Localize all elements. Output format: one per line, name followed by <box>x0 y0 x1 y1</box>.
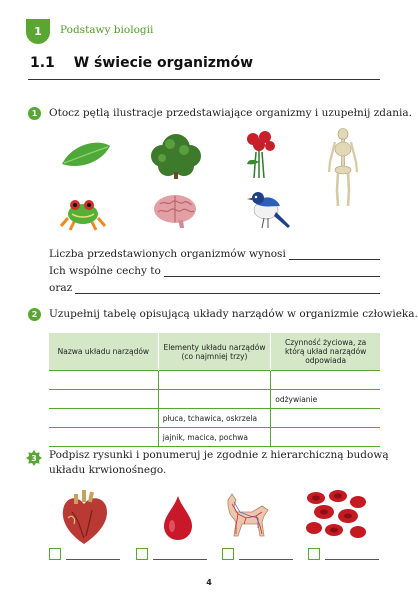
fill-line-and[interactable] <box>49 282 380 294</box>
table-cell[interactable] <box>49 409 158 428</box>
heart-icon <box>58 488 110 546</box>
table-cell[interactable] <box>271 428 380 447</box>
chapter-name: Podstawy biologii <box>60 24 154 36</box>
chapter-number-tab: 1 <box>26 19 50 44</box>
table-cell[interactable] <box>271 409 380 428</box>
blood-cells-icon <box>304 488 368 540</box>
section-title <box>30 55 253 71</box>
bird-icon[interactable] <box>244 186 294 236</box>
task-3-text-line1: Podpisz rysunki i ponumeruj je zgodnie z hierarchiczną budową <box>49 449 389 461</box>
table-cell: odżywianie <box>271 390 380 409</box>
shrub-icon[interactable] <box>148 130 204 180</box>
dog-circulation-icon <box>222 490 270 540</box>
roses-icon[interactable] <box>244 130 278 180</box>
section-number: 1.1 <box>30 55 55 71</box>
table-header: Czynność życiowa, za którą układ narządów odpowiada <box>271 333 380 371</box>
task-3-number: 3 <box>31 453 37 463</box>
table-cell[interactable] <box>49 371 158 390</box>
skeleton-icon[interactable] <box>326 128 360 210</box>
answer-line[interactable] <box>164 266 380 277</box>
task-1-text: Otocz pętlą ilustracje przedstawiające organizmy i uzupełnij zdania. <box>49 107 412 119</box>
label-line-4[interactable] <box>325 559 379 560</box>
table-cell: płuca, tchawica, oskrzela <box>158 409 271 428</box>
table-row <box>49 390 380 409</box>
order-checkbox-3[interactable] <box>222 548 234 560</box>
table-cell[interactable] <box>158 371 271 390</box>
table-row <box>49 371 380 390</box>
task-2-badge: 2 <box>28 308 41 321</box>
table-header: Nazwa układu narządów <box>49 333 158 371</box>
order-checkbox-1[interactable] <box>49 548 61 560</box>
order-checkbox-4[interactable] <box>308 548 320 560</box>
brain-icon[interactable] <box>150 192 200 230</box>
blood-drop-icon <box>160 494 196 542</box>
label-line-3[interactable] <box>239 559 293 560</box>
label-line-2[interactable] <box>153 559 207 560</box>
answer-line[interactable] <box>289 249 380 260</box>
table-header: Elementy układu narządów (co najmniej trzy) <box>158 333 271 371</box>
fill-line-count[interactable] <box>49 248 380 260</box>
frog-icon[interactable] <box>58 192 108 232</box>
leaf-icon[interactable] <box>60 140 112 170</box>
title-divider <box>28 79 380 80</box>
table-cell: jajnik, macica, pochwa <box>158 428 271 447</box>
fill-line-features[interactable] <box>49 265 380 277</box>
section-title-text: W świecie organizmów <box>73 55 254 71</box>
fill-line-label: Liczba przedstawionych organizmów wynosi <box>49 248 286 260</box>
answer-line[interactable] <box>75 283 380 294</box>
task-1-badge: 1 <box>28 107 41 120</box>
fill-line-label: oraz <box>49 282 73 294</box>
organ-systems-table <box>49 333 380 447</box>
task-3-text-line2: układu krwionośnego. <box>49 464 167 476</box>
label-line-1[interactable] <box>66 559 120 560</box>
fill-line-label: Ich wspólne cechy to <box>49 265 161 277</box>
task-2-text: Uzupełnij tabelę opisującą układy narządów w organizmie człowieka. <box>49 308 418 320</box>
table-cell[interactable] <box>158 390 271 409</box>
order-checkbox-2[interactable] <box>136 548 148 560</box>
table-row <box>49 409 380 428</box>
table-cell[interactable] <box>271 371 380 390</box>
table-row <box>49 428 380 447</box>
page-number: 4 <box>206 578 212 587</box>
table-cell[interactable] <box>49 390 158 409</box>
table-cell[interactable] <box>49 428 158 447</box>
